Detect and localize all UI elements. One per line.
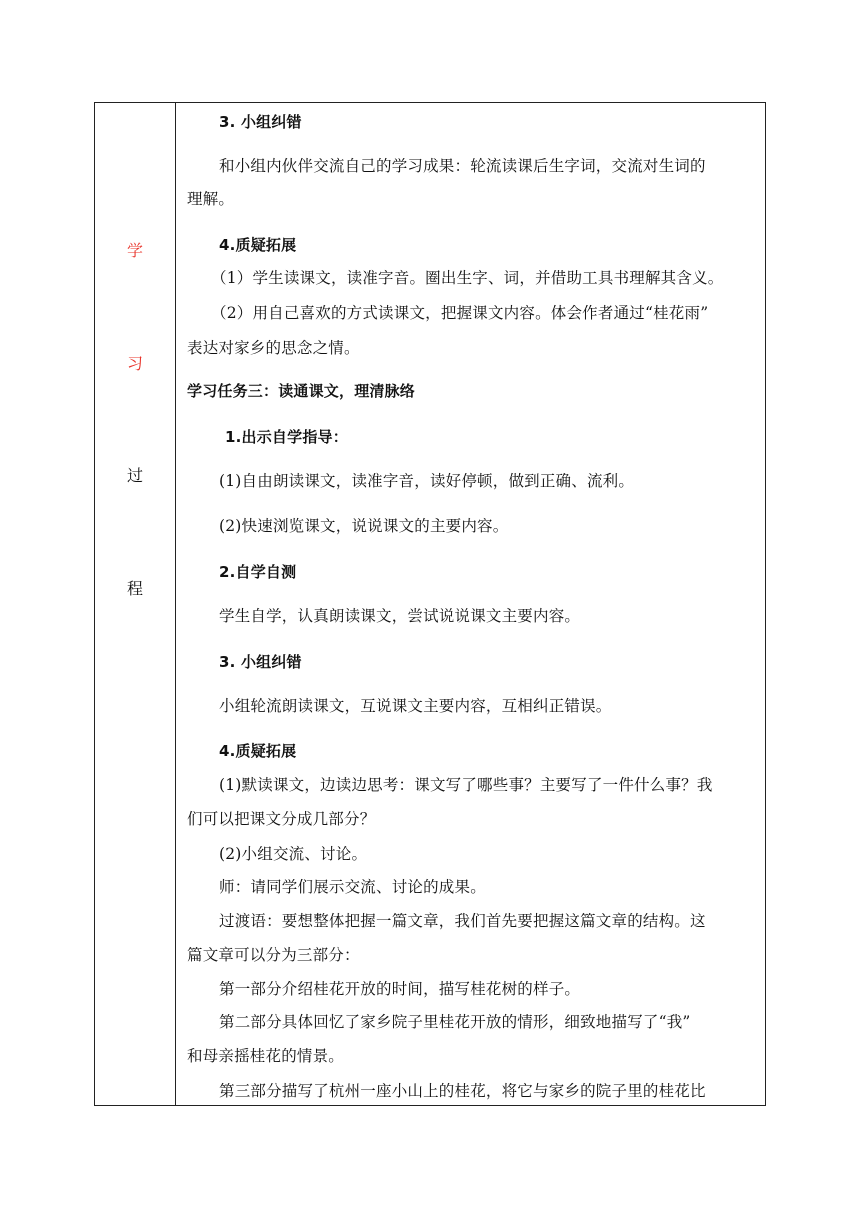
paragraph-line: 第一部分介绍桂花开放的时间，描写桂花树的样子。 (219, 980, 581, 998)
paragraph-line: 学生自学，认真朗读课文，尝试说说课文主要内容。 (219, 607, 581, 625)
heading-group-correction-b: 3. 小组纠错 (219, 653, 302, 671)
column-divider (175, 103, 176, 1105)
paragraph-line: 小组轮流朗读课文，互说课文主要内容，互相纠正错误。 (219, 697, 612, 715)
heading-question-a: 4.质疑拓展 (219, 236, 297, 254)
heading-guidance: 1.出示自学指导： (225, 428, 348, 446)
lesson-table (94, 102, 766, 1106)
paragraph-line: 过渡语：要想整体把握一篇文章，我们首先要把握这篇文章的结构。这 (219, 912, 706, 930)
paragraph-line: 表达对家乡的思念之情。 (187, 339, 360, 357)
paragraph-line: (2)快速浏览课文，说说课文的主要内容。 (219, 517, 509, 535)
paragraph-line: 理解。 (187, 190, 235, 208)
paragraph-line: 和母亲摇桂花的情景。 (187, 1047, 345, 1065)
paragraph-line: (2)小组交流、讨论。 (219, 845, 368, 863)
paragraph-line: 篇文章可以分为三部分： (187, 946, 360, 964)
side-label-xue: 学 (126, 241, 143, 260)
paragraph-line: 第三部分描写了杭州一座小山上的桂花，将它与家乡的院子里的桂花比 (219, 1082, 706, 1100)
paragraph-line: 们可以把课文分成几部分？ (187, 810, 376, 828)
task-three-heading: 学习任务三：读通课文，理清脉络 (187, 382, 416, 400)
side-label-xi: 习 (126, 354, 143, 373)
paragraph-line: 师：请同学们展示交流、讨论的成果。 (219, 878, 486, 896)
paragraph-line: (1)默读课文，边读边思考：课文写了哪些事？主要写了一件什么事？我 (219, 776, 713, 794)
side-label-cheng: 程 (126, 579, 143, 598)
paragraph-line: 和小组内伙伴交流自己的学习成果：轮流读课后生字词，交流对生词的 (219, 157, 706, 175)
heading-question-b: 4.质疑拓展 (219, 742, 297, 760)
heading-self-test: 2.自学自测 (219, 563, 297, 581)
paragraph-line: （1）学生读课文，读准字音。圈出生字、词，并借助工具书理解其含义。 (211, 269, 724, 287)
heading-group-correction-a: 3. 小组纠错 (219, 113, 302, 131)
paragraph-line: （2）用自己喜欢的方式读课文，把握课文内容。体会作者通过“桂花雨” (211, 304, 709, 322)
paragraph-line: (1)自由朗读课文，读准字音，读好停顿，做到正确、流利。 (219, 472, 635, 490)
side-label-guo: 过 (126, 466, 143, 485)
paragraph-line: 第二部分具体回忆了家乡院子里桂花开放的情形，细致地描写了“我” (219, 1013, 691, 1031)
